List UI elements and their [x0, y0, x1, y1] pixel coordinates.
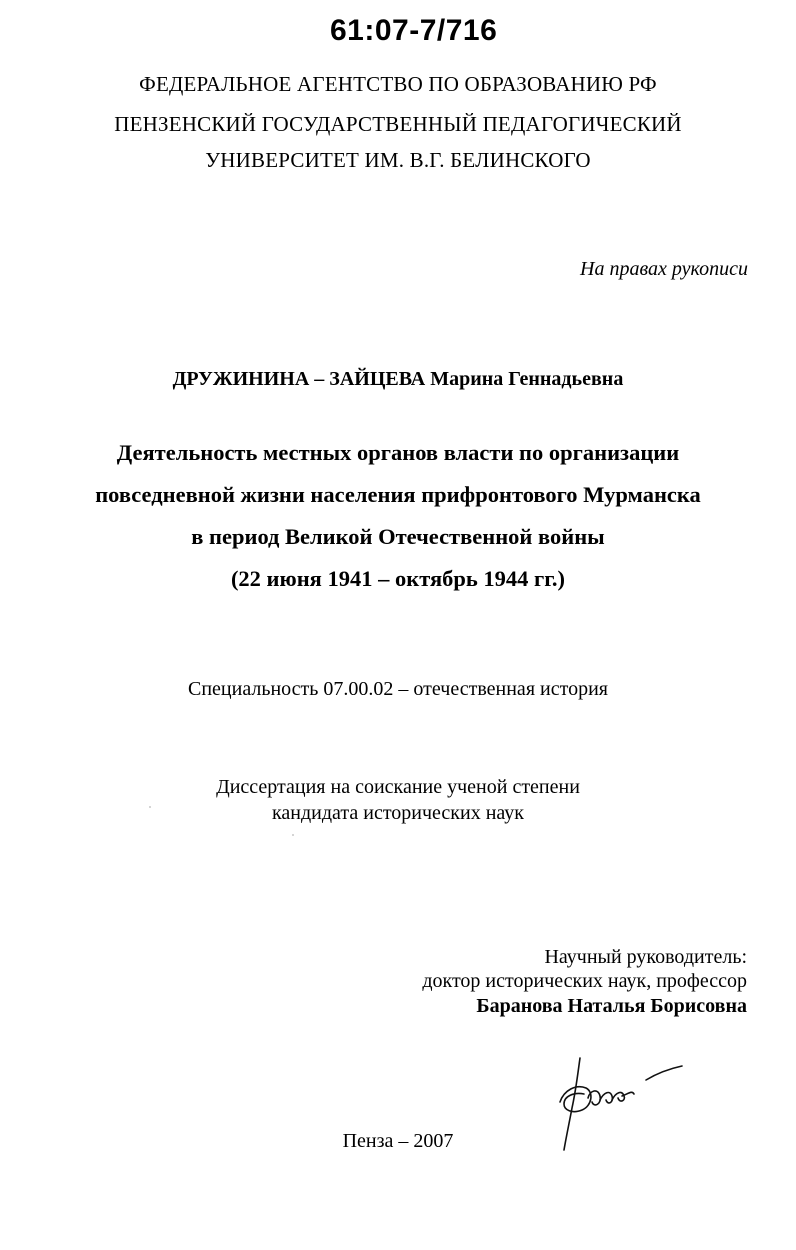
advisor-name: Баранова Наталья Борисовна [476, 995, 747, 1017]
scan-speck [292, 834, 294, 836]
degree-line-2: кандидата исторических наук [271, 802, 525, 824]
advisor-credentials: доктор исторических наук, профессор [422, 970, 747, 992]
title-line-1: Деятельность местных органов власти по организации [116, 440, 680, 465]
rights-note: На правах рукописи [580, 258, 748, 280]
author-name: ДРУЖИНИНА – ЗАЙЦЕВА Марина Геннадьевна [172, 368, 624, 390]
title-line-3: в период Великой Отечественной войны [191, 524, 605, 549]
institution-line-2: ПЕНЗЕНСКИЙ ГОСУДАРСТВЕННЫЙ ПЕДАГОГИЧЕСКИЙ [114, 112, 682, 136]
title-line-2: повседневной жизни населения прифронтового Мурманска [95, 482, 701, 507]
degree-line-1: Диссертация на соискание ученой степени [216, 776, 580, 798]
scan-speck [149, 806, 151, 808]
title-line-4: (22 июня 1941 – октябрь 1944 гг.) [230, 566, 566, 591]
institution-line-1: ФЕДЕРАЛЬНОЕ АГЕНТСТВО ПО ОБРАЗОВАНИЮ РФ [139, 72, 657, 96]
institution-line-3: УНИВЕРСИТЕТ ИМ. В.Г. БЕЛИНСКОГО [205, 148, 591, 172]
place-year: Пенза – 2007 [342, 1130, 454, 1152]
catalog-number: 61:07-7/716 [330, 14, 498, 47]
advisor-role: Научный руководитель: [544, 946, 747, 968]
specialty: Специальность 07.00.02 – отечественная история [188, 678, 608, 700]
